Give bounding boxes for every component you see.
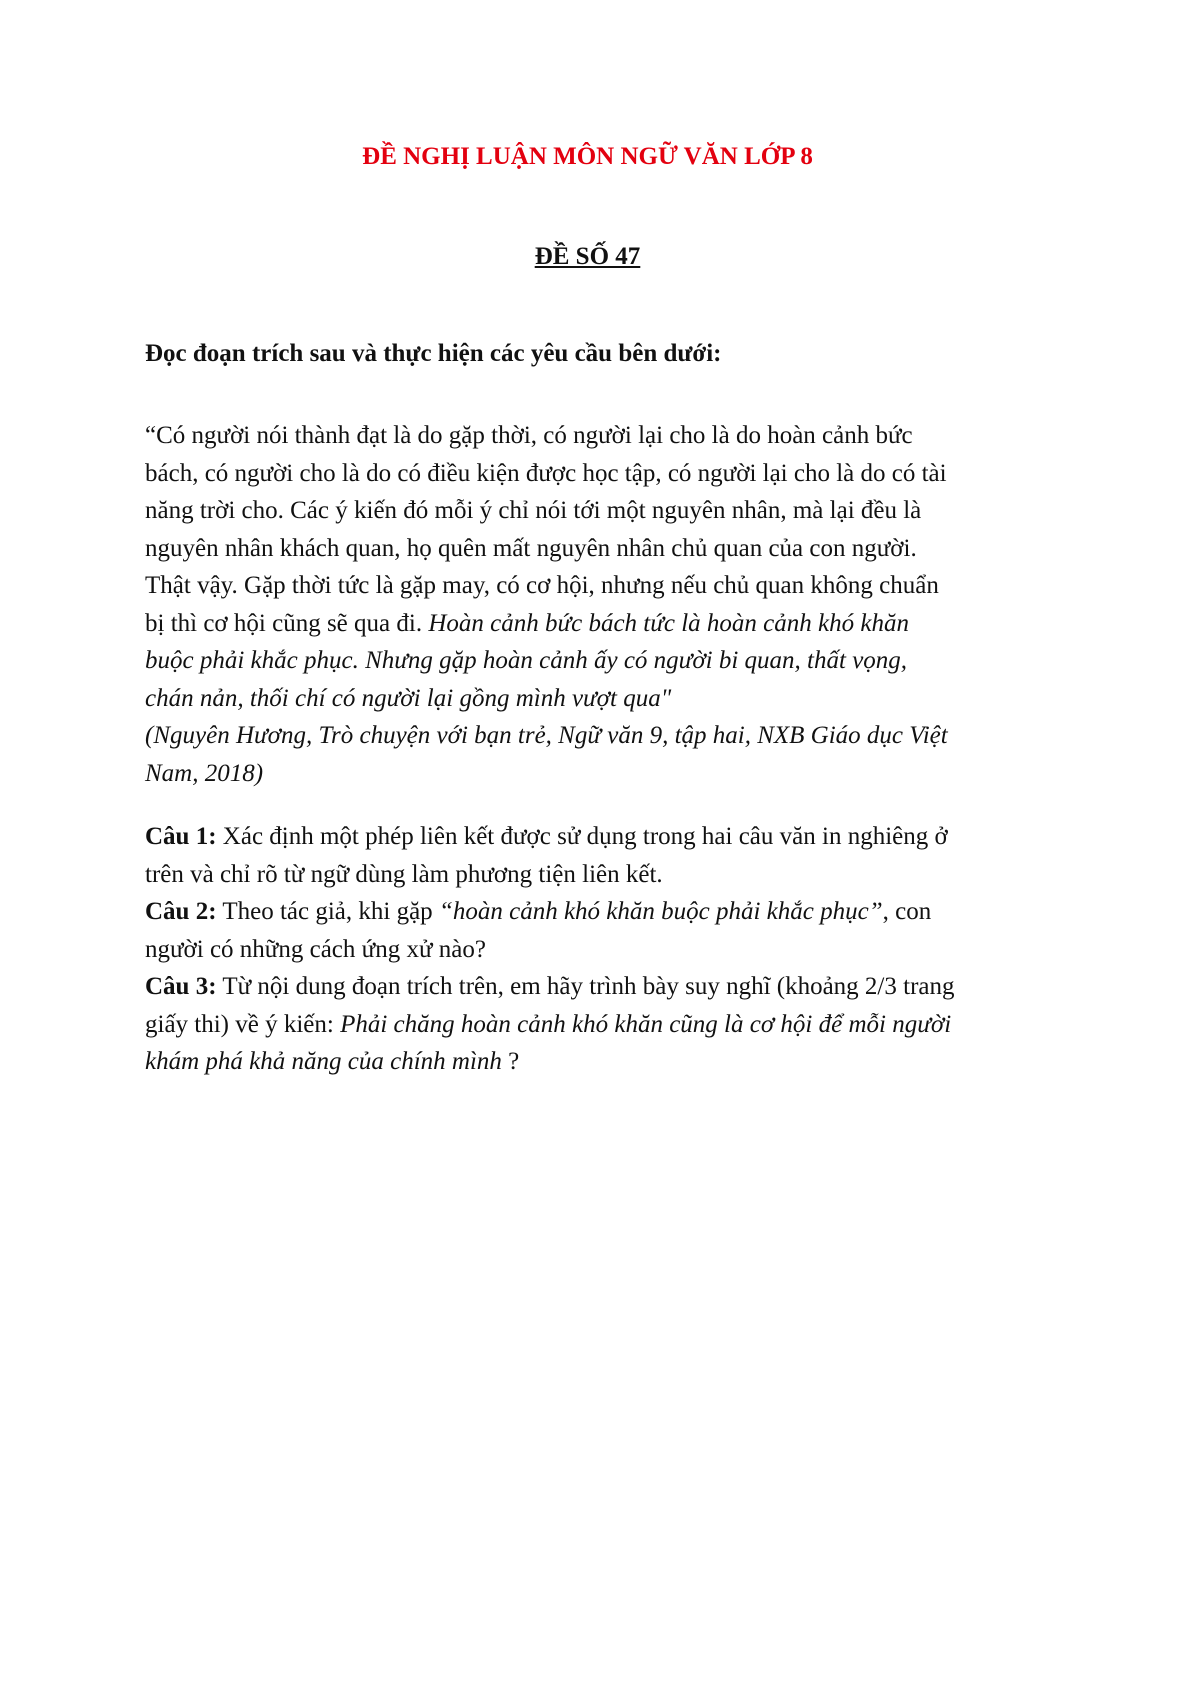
document-title: ĐỀ NGHỊ LUẬN MÔN NGỮ VĂN LỚP 8	[362, 143, 813, 170]
question-3	[145, 968, 1050, 1006]
passage-line: bách, có người cho là do có điều kiện được học tập, có người lại cho là do có tài	[145, 459, 947, 487]
question-quote: “hoàn cảnh khó khăn buộc phải khắc phục”	[438, 898, 883, 925]
source-citation: Nam, 2018)	[145, 759, 264, 787]
questions	[145, 818, 1050, 1081]
passage-italic-text: Hoàn cảnh bức bách tức là hoàn cảnh khó khăn	[428, 609, 909, 637]
question-2	[145, 893, 1050, 931]
passage	[145, 417, 1050, 792]
passage-text: bị thì cơ hội cũng sẽ qua đi.	[145, 609, 429, 637]
source-citation: (Nguyên Hương, Trò chuyện với bạn trẻ, Ngữ văn 9, tập hai, NXB Giáo dục Việt	[145, 722, 948, 749]
passage-line: nguyên nhân khách quan, họ quên mất nguyên nhân chủ quan của con người.	[145, 534, 917, 562]
passage-line	[145, 605, 1050, 643]
question-text: Xác định một phép liên kết được sử dụng trong hai câu văn in nghiêng ở	[216, 823, 948, 850]
passage-line: năng trời cho. Các ý kiến đó mỗi ý chỉ nói tới một nguyên nhân, mà lại đều là	[145, 497, 922, 524]
passage-line: Thật vậy. Gặp thời tức là gặp may, có cơ hội, nhưng nếu chủ quan không chuẩn	[145, 572, 939, 599]
question-text-line	[145, 1043, 1050, 1081]
passage-italic-line: chán nản, thối chí có người lại gồng mình vượt qua"	[145, 684, 672, 712]
question-text: trên và chỉ rõ từ ngữ dùng làm phương tiện liên kết.	[145, 860, 663, 888]
instruction-heading: Đọc đoạn trích sau và thực hiện các yêu cầu bên dưới:	[145, 340, 722, 367]
question-quote: khám phá khả năng của chính mình	[145, 1048, 502, 1075]
question-label: Câu 2:	[145, 898, 217, 925]
question-text: , con	[882, 898, 932, 925]
question-label: Câu 3:	[145, 973, 217, 1000]
question-1	[145, 818, 1050, 856]
question-text: giấy thi) về ý kiến:	[145, 1010, 341, 1038]
question-text: Theo tác giả, khi gặp	[216, 898, 439, 925]
question-text-line	[145, 1006, 1050, 1044]
exam-number: ĐỀ SỐ 47	[534, 243, 641, 270]
question-label: Câu 1:	[145, 823, 217, 850]
question-text: Từ nội dung đoạn trích trên, em hãy trình bày suy nghĩ (khoảng 2/3 trang	[216, 973, 955, 1000]
question-text: ?	[501, 1048, 520, 1075]
question-text: người có những cách ứng xử nào?	[145, 935, 486, 963]
passage-italic-line: buộc phải khắc phục. Nhưng gặp hoàn cảnh ấy có người bi quan, thất vọng,	[145, 647, 908, 674]
passage-line: “Có người nói thành đạt là do gặp thời, có người lại cho là do hoàn cảnh bức	[145, 422, 913, 449]
question-quote: Phải chăng hoàn cảnh khó khăn cũng là cơ hội để mỗi người	[340, 1010, 952, 1038]
